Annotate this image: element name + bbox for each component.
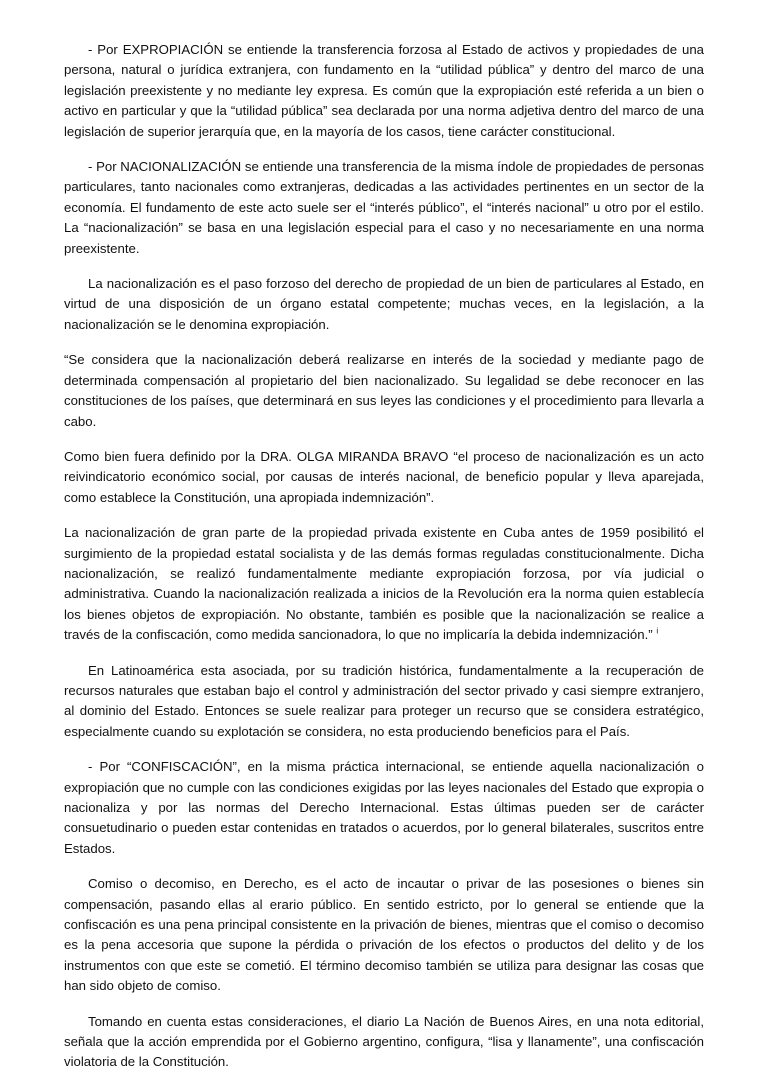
paragraph-text: La nacionalización de gran parte de la propiedad privada existente en Cuba antes de 1959 posibilitó el surgimiento de la propiedad estatal socialista y de las demás formas reguladas constitucionalmente. Dicha nacionalización, se realizó fundamentalmente mediante expropiación forzosa, por vía judicial o administrativa. Cuando la nacionalización realizada a inicios de la Revolución era la norma quien establecía los bienes objetos de expropiación. No obstante, también es posible que la nacionalización se realice a través de la confiscación, como medida sancionadora, lo que no implicaría la debida indemnización.” <box>64 525 704 643</box>
paragraph-comiso <box>64 874 704 996</box>
paragraph-la-nacion <box>64 1012 704 1073</box>
paragraph-text: En Latinoamérica esta asociada, por su tradición histórica, fundamentalmente a la recuperación de recursos naturales que estaban bajo el control y administración del sector privado y casi siempre extranjero, al dominio del Estado. Entonces se suele realizar para proteger un recurso que se considera estratégico, especialmente cuando su explotación se considera, no esta produciendo beneficios para el País. <box>64 662 704 739</box>
paragraph-nacionalizacion-definicion <box>64 274 704 335</box>
paragraph-expropiacion <box>64 40 704 142</box>
paragraph-text: - Por NACIONALIZACIÓN se entiende una transferencia de la misma índole de propiedades de personas particulares, tanto nacionales como extranjeras, dedicadas a las actividades pertinentes en un sector de la economía. El fundamento de este acto suele ser el “interés público”, el “interés nacional” u otro por el estilo. La “nacionalización” se basa en una legislación especial para el caso y no necesariamente en una norma preexistente. <box>64 159 704 256</box>
paragraph-text: Tomando en cuenta estas consideraciones, el diario La Nación de Buenos Aires, en una nota editorial, señala que la acción emprendida por el Gobierno argentino, configura, “lisa y llanamente”, una confiscación violatoria de la Constitución. <box>64 1013 704 1070</box>
paragraph-text: - Por EXPROPIACIÓN se entiende la transferencia forzosa al Estado de activos y propiedades de una persona, natural o jurídica extranjera, con fundamento en la “utilidad pública” y dentro del marco de una legislación preexistente y no mediante ley expresa. Es común que la expropiación esté referida a un bien o activo en particular y que la “utilidad pública” sea declarada por una norma adjetiva dentro del marco de una legislación de superior jerarquía que, en la mayoría de los casos, tiene carácter constitucional. <box>64 42 704 139</box>
paragraph-miranda-bravo <box>64 447 704 508</box>
paragraph-quote-compensacion <box>64 350 704 432</box>
paragraph-text: “Se considera que la nacionalización deberá realizarse en interés de la sociedad y mediante pago de determinada compensación al propietario del bien nacionalizado. Su legalidad se debe reconocer en las constituciones de los países, que determinará en sus leyes las condiciones y el procedimiento para llevarla a cabo. <box>64 352 704 429</box>
paragraph-confiscacion <box>64 757 704 859</box>
paragraph-nacionalizacion <box>64 157 704 259</box>
paragraph-text: - Por “CONFISCACIÓN”, en la misma práctica internacional, se entiende aquella nacionalización o expropiación que no cumple con las condiciones exigidas por las leyes nacionales del Estado que expropia o nacionaliza y por las normas del Derecho Internacional. Estas últimas pueden ser de carácter consuetudinario o pueden estar contenidas en tratados o acuerdos, por lo general bilaterales, suscritos entre Estados. <box>64 759 704 856</box>
document-page <box>64 40 704 1088</box>
paragraph-text: La nacionalización es el paso forzoso del derecho de propiedad de un bien de particulares al Estado, en virtud de una disposición de un órgano estatal competente; muchas veces, en la legislación, a la nacionalización se le denomina expropiación. <box>64 276 704 332</box>
paragraph-text: Comiso o decomiso, en Derecho, es el acto de incautar o privar de las posesiones o bienes sin compensación, pasando ellas al erario público. En sentido estricto, por lo general se entiende que la confiscación es una pena principal consistente en la privación de bienes, mientras que el comiso o decomiso es la pena accesoria que supone la pérdida o privación de los efectos o productos del delito y de los instrumentos con que este se cometió. El término decomiso también se utiliza para designar las cosas que han sido objeto de comiso. <box>64 876 704 994</box>
paragraph-latinoamerica <box>64 661 704 743</box>
paragraph-text: Como bien fuera definido por la DRA. OLGA MIRANDA BRAVO “el proceso de nacionalización es un acto reivindicatorio económico social, por causas de interés nacional, de beneficio popular y lleva aparejada, como establece la Constitución, una apropiada indemnización”. <box>64 448 704 505</box>
paragraph-cuba <box>64 523 704 645</box>
footnote-marker[interactable]: i <box>656 626 659 636</box>
